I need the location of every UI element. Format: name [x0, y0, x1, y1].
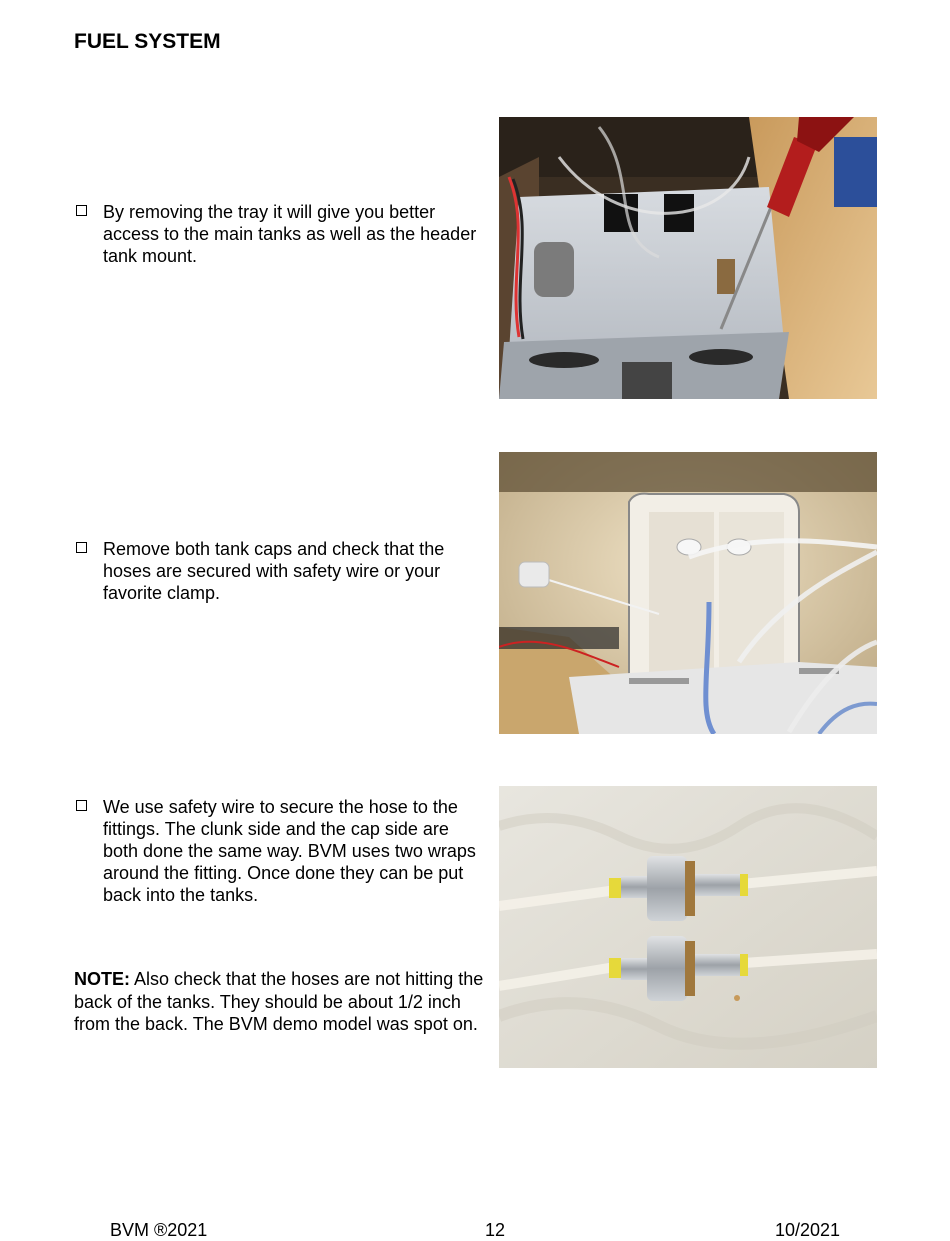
- checklist-item-2: [74, 538, 484, 604]
- photo-tank-caps: [499, 452, 877, 734]
- note-label: NOTE:: [74, 969, 130, 989]
- checklist-item-1: [74, 201, 484, 267]
- footer-page-number: 12: [485, 1220, 506, 1240]
- checkbox[interactable]: [76, 205, 87, 216]
- step-text: By removing the tray it will give you better access to the main tanks as well as the header tank mount.: [103, 202, 477, 266]
- photo-fittings: [499, 786, 877, 1068]
- note-text: Also check that the hoses are not hitting the back of the tanks. They should be about 1/2 inch from the back. The BVM demo model was spot on.: [74, 969, 484, 1034]
- checkbox[interactable]: [76, 800, 87, 811]
- photo-tray-removed: [499, 117, 877, 399]
- page-title: FUEL SYSTEM: [74, 30, 221, 53]
- footer-date: 10/2021: [775, 1220, 841, 1240]
- footer-copyright: BVM ®2021: [110, 1220, 208, 1240]
- note-paragraph: [74, 968, 484, 1036]
- step-text: We use safety wire to secure the hose to the fittings. The clunk side and the cap side are both done the same way. BVM uses two wraps around the fitting. Once done they can be put back into the tanks.: [103, 797, 476, 905]
- checklist-item-3: [74, 796, 484, 906]
- step-text: Remove both tank caps and check that the hoses are secured with safety wire or your favorite clamp.: [103, 539, 445, 603]
- checkbox[interactable]: [76, 542, 87, 553]
